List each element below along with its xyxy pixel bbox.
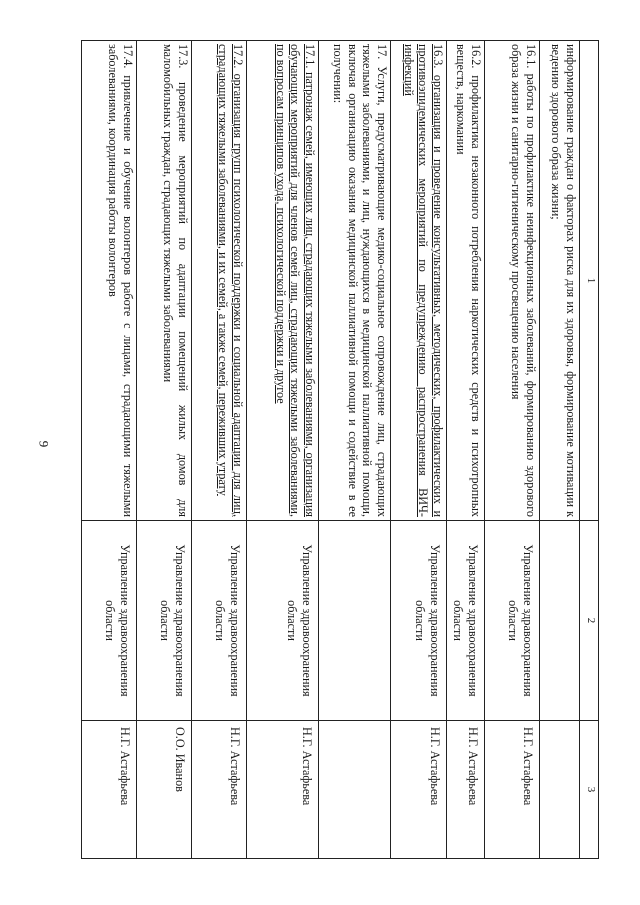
rotated-page bbox=[99, 40, 599, 858]
table-row bbox=[247, 41, 319, 859]
measure-cell: 17.1. патронаж семей, имеющих лиц, страдающих тяжелыми заболеваниями, организация обучающих мероприятий для членов семей лиц, страдающих тяжелыми заболеваниями, по вопросам принципов ухода, психологической поддержки и другое bbox=[247, 41, 319, 521]
table-row bbox=[192, 41, 247, 859]
responsible-cell: Н.Г. Астафьева bbox=[192, 721, 247, 859]
responsible-cell: Н.Г. Астафьева bbox=[391, 721, 447, 859]
table-row bbox=[447, 41, 485, 859]
responsible-cell bbox=[540, 721, 580, 859]
department-cell: Управление здравоохранения области bbox=[391, 521, 447, 721]
measure-cell: 17. Услуги, предусматривающие медико-социальное сопровождение лиц, страдающих тяжелыми заболеваниями, и лиц, нуждающихся в медицинской паллиативной помощи, включая организацию оказания медицинской паллиативной помощи и содействие в ее получении: bbox=[319, 41, 391, 521]
table-row bbox=[137, 41, 192, 859]
col-header-2: 2 bbox=[580, 521, 599, 721]
measure-cell: 16.2. профилактика незаконного потребления наркотических средств и психотропных веществ, наркомании bbox=[447, 41, 485, 521]
department-cell: Управление здравоохранения области bbox=[82, 521, 137, 721]
department-cell: Управление здравоохранения области bbox=[137, 521, 192, 721]
table-row bbox=[82, 41, 137, 859]
responsible-cell bbox=[319, 721, 391, 859]
table-row bbox=[540, 41, 580, 859]
department-cell bbox=[319, 521, 391, 721]
measure-cell: 17.3. проведение мероприятий по адаптации помещений жилых домов для маломобильных граждан, страдающих тяжелыми заболеваниями bbox=[137, 41, 192, 521]
col-header-1: 1 bbox=[580, 41, 599, 521]
table-row bbox=[391, 41, 447, 859]
department-cell bbox=[540, 521, 580, 721]
measure-cell: 16.3. организация и проведение консультативных, методических, профилактических и противоэпидемических мероприятий по предупреждению распространения ВИЧ-инфекций bbox=[391, 41, 447, 521]
measure-cell: 17.2. организация групп психологической поддержки и социальной адаптации для лиц, страдающих тяжелыми заболеваниями, и их семей, а также семей, переживших утрату bbox=[192, 41, 247, 521]
measure-cell: информирование граждан о факторах риска для их здоровья, формирование мотивации к ведению здорового образа жизни; bbox=[540, 41, 580, 521]
col-header-3: 3 bbox=[580, 721, 599, 859]
responsible-cell: О.О. Иванов bbox=[137, 721, 192, 859]
header-row bbox=[580, 41, 599, 859]
measure-cell: 16.1. работы по профилактике неинфекционных заболеваний, формированию здорового образа жизни и санитарно-гигиеническому просвещению населения bbox=[485, 41, 540, 521]
table-row bbox=[485, 41, 540, 859]
responsible-cell: Н.Г. Астафьева bbox=[447, 721, 485, 859]
responsible-cell: Н.Г. Астафьева bbox=[247, 721, 319, 859]
department-cell: Управление здравоохранения области bbox=[447, 521, 485, 721]
table-row bbox=[319, 41, 391, 859]
responsible-cell: Н.Г. Астафьева bbox=[82, 721, 137, 859]
plan-table bbox=[81, 40, 599, 859]
responsible-cell: Н.Г. Астафьева bbox=[485, 721, 540, 859]
department-cell: Управление здравоохранения области bbox=[485, 521, 540, 721]
department-cell: Управление здравоохранения области bbox=[192, 521, 247, 721]
department-cell: Управление здравоохранения области bbox=[247, 521, 319, 721]
measure-cell: 17.4. привлечение и обучение волонтеров работе с лицами, страдающими тяжелыми заболеваниями, координация работы волонтеров bbox=[82, 41, 137, 521]
page-number: 9 bbox=[36, 440, 52, 448]
